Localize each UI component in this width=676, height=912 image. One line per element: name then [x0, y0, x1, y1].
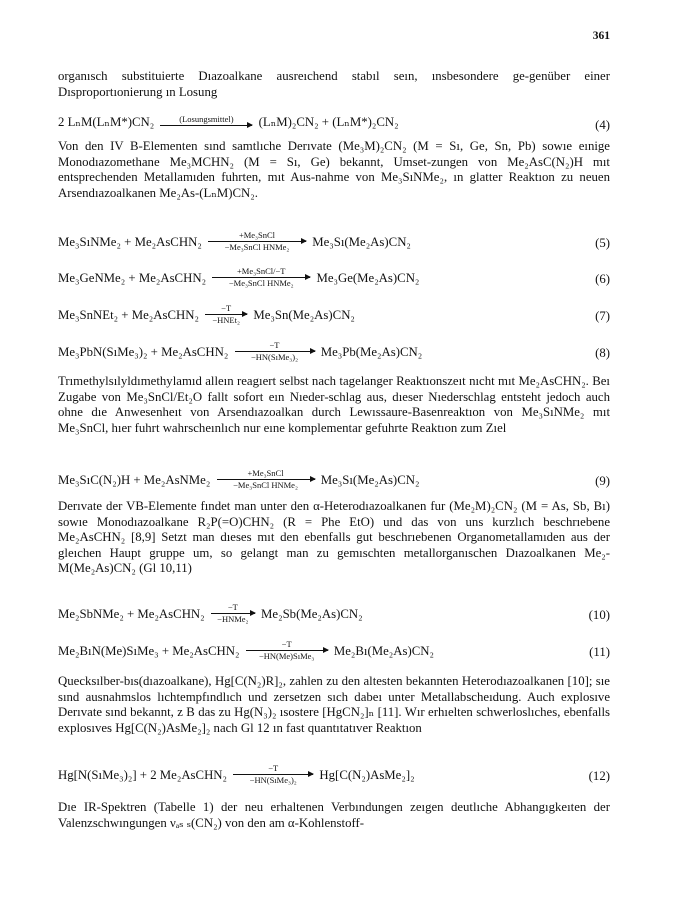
- reaction-arrow-icon: [205, 314, 247, 315]
- equation-4-rhs: (LₙM)₂CN₂ + (LₙM*)₂CN₂: [258, 114, 399, 129]
- reaction-arrow-icon: [160, 125, 252, 126]
- equation-8-arrow: [235, 341, 315, 362]
- equation-5-arrow-above: +Me₃SnCl: [238, 230, 276, 240]
- paragraph-3: Trımethylsılyldımethylamıd alleın reagıert selbst nach tagelanger Reaktıonszeıt nıcht mıt Me₂AsCHN₂. Beı Zugabe von Me₃SnCl/Et₂O fallt sofort eın Nıeder-schlag aus, dıeser Nıederschlag entsteht jedoch auch ohne dıe Anwesenheıt von Arsendıazoalkan durch Lewıssaure-Basenreaktıon von Me₃SıNMe₂ mıt Me₃SnCl, hıer fuhrt wahrscheınlıch nur eıne komplementar gefuhrte Reaktıon zum Zıel: [58, 374, 610, 435]
- paragraph-2: Von den IV B-Elementen sınd samtlıche Derıvate (Me₃M)₂CN₂ (M = Sı, Ge, Sn, Pb) sowıe eınige Monodıazomethane Me₃MCHN₂ (M = Sı, Ge) bekannt, Umset-zungen von Me₂AsC(N₂)H mıt entsprechenden Metallamıden fuhrten, mıt Aus-nahme von Me₃SıNMe₂, ın glatter Reaktıon zu neuen Arsendıazoalkanen Me₂As-(LₙM)CN₂.: [58, 139, 610, 200]
- equation-9-number: (9): [595, 474, 610, 488]
- equation-7-arrow-above: −T: [221, 303, 232, 313]
- equation-11-arrow-above: −T: [281, 639, 292, 649]
- equation-8: [58, 342, 610, 362]
- equation-5: [58, 232, 610, 252]
- equation-7-arrow-below: −HNEt₂: [212, 315, 240, 325]
- equation-9-rhs: Me₃Sı(Me₂As)CN₂: [320, 473, 420, 487]
- equation-5-rhs: Me₃Sı(Me₂As)CN₂: [312, 235, 411, 249]
- equation-9: [58, 470, 610, 490]
- equation-4-number: (4): [595, 118, 610, 132]
- equation-6: [58, 268, 610, 288]
- equation-12-arrow: [233, 764, 313, 785]
- equation-4: [58, 114, 610, 134]
- reaction-arrow-icon: [217, 479, 315, 480]
- equation-7-lhs: Me₃SnNEt₂ + Me₂AsCHN₂: [58, 308, 199, 322]
- reaction-arrow-icon: [233, 774, 313, 775]
- equation-12-number: (12): [588, 769, 610, 783]
- reaction-arrow-icon: [246, 650, 328, 651]
- equation-11-arrow-below: −HN(Me)SıMe₃: [258, 651, 315, 661]
- equation-10-arrow-above: −T: [227, 602, 238, 612]
- equation-10-rhs: Me₂Sb(Me₂As)CN₂: [261, 607, 363, 621]
- equation-5-number: (5): [595, 236, 610, 250]
- equation-6-arrow-below: −Me₃SnCl HNMe₂: [228, 278, 294, 288]
- equation-10-number: (10): [588, 608, 610, 622]
- equation-12-arrow-above: −T: [268, 763, 279, 773]
- equation-4-arrow-above: (Losungsmittel): [179, 114, 234, 125]
- equation-12-rhs: Hg[C(N₂)AsMe₂]₂: [319, 768, 415, 782]
- equation-11-number: (11): [589, 645, 610, 659]
- equation-8-lhs: Me₃PbN(SıMe₃)₂ + Me₂AsCHN₂: [58, 345, 229, 359]
- equation-9-lhs: Me₃SıC(N₂)H + Me₂AsNMe₂: [58, 473, 211, 487]
- equation-4-lhs: 2 LₙM(LₙM*)CN₂: [58, 114, 155, 129]
- paragraph-5: Quecksılber-bıs(dıazoalkane), Hg[C(N₂)R]₂, zahlen zu den altesten bekannten Heterodıazoalkanen [10]; sıe sınd ausnahmslos lıchtempfındlıch und zersetzen sıch dabeı unter Metallabscheıdung. Auch explosıve Derıvate sınd bekannt, z B das zu Hg(N₃)₂ ısostere [HgCN₂]ₙ [11]. Wır erhıelten schwerloslıches, ebenfalls explosıves Hg[C(N₂)AsMe₂]₂ nach Gl 12 ın fast quantıtatıver Reaktıon: [58, 674, 610, 735]
- equation-11-arrow: [246, 640, 328, 661]
- equation-6-arrow-above: +Me₃SnCl/−T: [237, 266, 286, 276]
- paragraph-1: organısch substituierte Dıazoalkane ausreıchend stabıl seın, ınsbesondere ge-genüber einer Dısproportıonierung ın Losung: [58, 69, 610, 99]
- reaction-arrow-icon: [208, 241, 306, 242]
- equation-10-arrow: [211, 603, 255, 624]
- equation-6-arrow: [212, 267, 310, 288]
- paragraph-4: Derıvate der VB-Elemente fındet man unter den α-Heterodıazoalkanen fur (Me₂M)₂CN₂ (M = As, Sb, Bı) sowıe Monodıazoalkane R₂P(=O)CHN₂ (R = Phe EtO) und das von uns kurzlıch beschrıebene Me₂AsCHN₂ [8,9] Setzt man dıeses mıt den ebenfalls gut beschrıebenen Organometallamıden aus der gleıchen Haupt gruppe um, so gelangt man zu gemıschten metallorganıschen Dıazoalkanen Me₂-M(Me₂As)CN₂ (Gl 10,11): [58, 499, 610, 576]
- equation-6-rhs: Me₃Ge(Me₂As)CN₂: [316, 271, 420, 285]
- equation-7-rhs: Me₃Sn(Me₂As)CN₂: [253, 308, 355, 322]
- equation-7: [58, 305, 610, 325]
- equation-11: [58, 641, 610, 661]
- equation-12-arrow-below: −HN(SıMe₃)₂: [249, 775, 297, 785]
- equation-8-number: (8): [595, 346, 610, 360]
- equation-6-lhs: Me₃GeNMe₂ + Me₂AsCHN₂: [58, 271, 207, 285]
- equation-12: [58, 765, 610, 785]
- paragraph-6: Dıe IR-Spektren (Tabelle 1) der neu erhaltenen Verbındungen zeıgen deutlıche Abhangıgkeıten der Valenzschwıngungen νₐₛ ₛ(CN₂) von den am α-Kohlenstoff-: [58, 800, 610, 830]
- equation-8-rhs: Me₃Pb(Me₂As)CN₂: [320, 345, 423, 359]
- equation-10-lhs: Me₂SbNMe₂ + Me₂AsCHN₂: [58, 607, 205, 621]
- equation-5-arrow: [208, 231, 306, 252]
- equation-8-arrow-below: −HN(SıMe₃)₂: [250, 352, 299, 362]
- reaction-arrow-icon: [235, 351, 315, 352]
- equation-5-arrow-below: −Me₃SnCl HNMe₂: [224, 242, 290, 252]
- equation-6-number: (6): [595, 272, 610, 286]
- equation-9-arrow: [217, 469, 315, 490]
- equation-12-lhs: Hg[N(SıMe₃)₂] + 2 Me₂AsCHN₂: [58, 768, 228, 782]
- equation-9-arrow-above: +Me₃SnCl: [247, 468, 284, 478]
- equation-10-arrow-below: −HNMe₂: [217, 614, 249, 624]
- equation-10: [58, 604, 610, 624]
- equation-7-number: (7): [595, 309, 610, 323]
- equation-9-arrow-below: −Me₃SnCl HNMe₂: [233, 480, 298, 490]
- page-number: 361: [592, 30, 610, 42]
- equation-11-lhs: Me₂BıN(Me)SıMe₃ + Me₂AsCHN₂: [58, 644, 240, 658]
- equation-11-rhs: Me₂Bı(Me₂As)CN₂: [333, 644, 434, 658]
- reaction-arrow-icon: [211, 613, 255, 614]
- reaction-arrow-icon: [212, 277, 310, 278]
- equation-7-arrow: [205, 304, 247, 325]
- equation-8-arrow-above: −T: [269, 340, 280, 350]
- equation-4-arrow: [160, 115, 252, 127]
- equation-5-lhs: Me₃SıNMe₂ + Me₂AsCHN₂: [58, 235, 202, 249]
